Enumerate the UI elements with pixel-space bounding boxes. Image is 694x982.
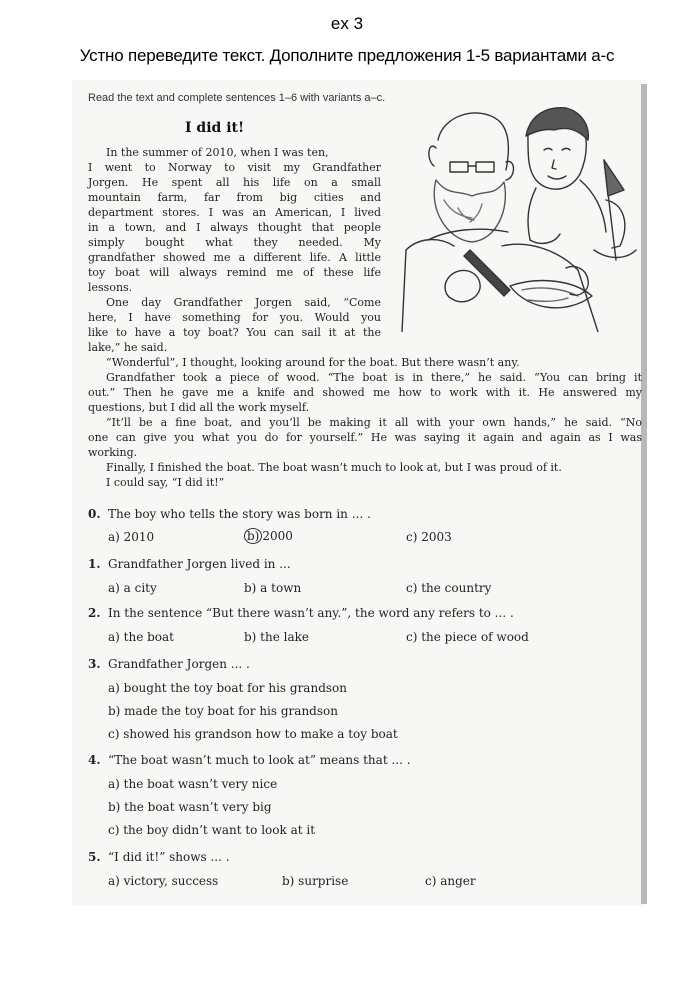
instruction-text: Read the text and complete sentences 1–6 with variants a–c. [88, 92, 386, 104]
exercise-label: ex 3 [330, 14, 364, 33]
story-line: mountain farm, far from big cities and [88, 191, 381, 204]
question-text: Grandfather Jorgen ... . [108, 657, 250, 671]
grandfather-boy-illustration [398, 100, 642, 332]
story-line: In the summer of 2010, when I was ten, [106, 146, 329, 159]
story-line: lake,” he said. [88, 341, 168, 354]
story-line: toy boat will always remind me of these life [88, 266, 381, 279]
option-b: b) a town [244, 581, 302, 595]
question-number: 2. [88, 606, 101, 620]
option-c: c) 2003 [406, 530, 452, 544]
story-line: Finally, I finished the boat. The boat wasn’t much to look at, but I was proud of it. [106, 461, 562, 474]
option-b: b) surprise [282, 874, 349, 888]
question-number: 1. [88, 557, 101, 571]
story-line: out.” Then he gave me a knife and showed me how to work with it. He answered my [88, 386, 642, 399]
toy-boat-sail [606, 200, 625, 248]
option-a: a) the boat [108, 630, 174, 644]
boy-arm [428, 229, 560, 243]
grandfather-hand-right [566, 267, 588, 296]
question-number: 3. [88, 657, 101, 671]
grandfather-hair [429, 146, 514, 180]
story-line: I went to Norway to visit my Grandfather [88, 161, 381, 174]
option-a: a) a city [108, 581, 157, 595]
question-text: “I did it!” shows ... . [108, 850, 230, 864]
story-line: Jorgen. He spent all his life on a small [88, 176, 381, 189]
boy-body [528, 180, 606, 240]
story-line: working. [88, 446, 138, 459]
question-text: In the sentence “But there wasn’t any.”, the word any refers to ... . [108, 606, 514, 620]
story-line: here, I have something for you. Would you [88, 311, 381, 324]
option-b: b) the boat wasn’t very big [108, 800, 272, 814]
option-a: a) bought the toy boat for his grandson [108, 681, 347, 695]
story-line: Grandfather took a piece of wood. “The boat is in there,” he said. “You can bring it [106, 371, 642, 384]
knife [464, 250, 510, 296]
grandfather-hand [445, 270, 480, 301]
question-text: “The boat wasn’t much to look at” means that ... . [108, 753, 411, 767]
story-line: lessons. [88, 281, 133, 294]
option-b-text: 2000 [262, 529, 293, 543]
question-number: 0. [88, 507, 101, 521]
question-text: Grandfather Jorgen lived in ... [108, 557, 291, 571]
story-line: department stores. I was an American, I lived [88, 206, 381, 219]
grandfather-head-outline [438, 113, 508, 170]
option-c: c) the piece of wood [406, 630, 529, 644]
task-instruction-ru: Устно переведите текст. Дополните предложения 1-5 вариантами a-c [79, 46, 615, 65]
option-a: a) victory, success [108, 874, 219, 888]
question-text: The boy who tells the story was born in ... . [108, 507, 371, 521]
option-c: c) the country [406, 581, 492, 595]
story-line: questions, but I did all the work myself. [88, 401, 310, 414]
option-a: a) the boat wasn’t very nice [108, 777, 278, 791]
story-line: “Wonderful”, I thought, looking around for the boat. But there wasn’t any. [106, 356, 520, 369]
option-c: c) the boy didn’t want to look at it [108, 823, 316, 837]
option-c: c) anger [425, 874, 476, 888]
story-line: one can give you what you do for yourself.” He was saying it again and again as I was [88, 431, 642, 444]
option-b-circled [244, 528, 293, 544]
boy-hair [526, 108, 588, 140]
story-line: One day Grandfather Jorgen said, “Come [106, 296, 381, 309]
story-line: simply bought what they needed. My [88, 236, 381, 249]
story-line: “It’ll be a fine boat, and you’ll be making it all with your own hands,” he said. “No [106, 416, 642, 429]
story-line: grandfather showed me a different life. A little [88, 251, 381, 264]
story-line: in a town, and I always thought that people [88, 221, 381, 234]
story-line: I could say, “I did it!” [106, 476, 225, 489]
question-number: 5. [88, 850, 101, 864]
question-number: 4. [88, 753, 101, 767]
circled-answer: b) [244, 528, 262, 544]
grandfather-beard [434, 180, 505, 242]
boy-face [544, 149, 570, 180]
story-line: like to have a toy boat? You can sail it at the [88, 326, 381, 339]
story-title: I did it! [185, 120, 245, 136]
toy-boat-flag [604, 160, 624, 196]
option-a: a) 2010 [108, 530, 155, 544]
option-b: b) the lake [244, 630, 310, 644]
option-c: c) showed his grandson how to make a toy boat [108, 727, 398, 741]
grandfather-glasses [450, 162, 494, 172]
option-b: b) made the toy boat for his grandson [108, 704, 338, 718]
